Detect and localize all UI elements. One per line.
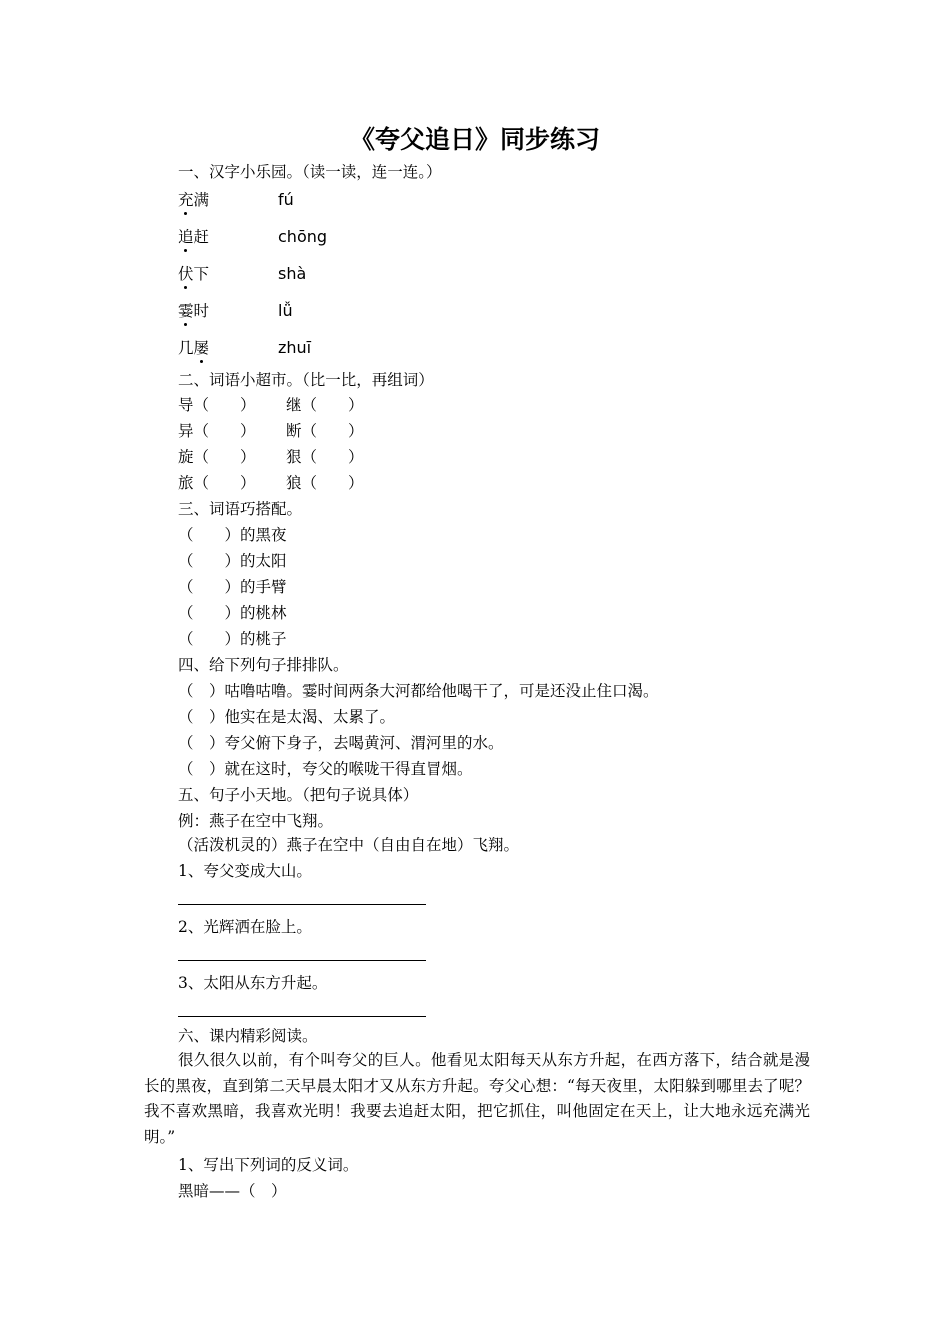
example-sentence: 例：燕子在空中飞翔。 — [178, 812, 334, 830]
word-char: 充 — [178, 191, 194, 209]
example-expanded: （活泼机灵的）燕子在空中（自由自在地）飞翔。 — [178, 836, 520, 854]
antonym-item: 黑暗——（ ） — [178, 1182, 287, 1200]
word-row: 狼（ ） — [286, 474, 364, 492]
word-char: 追 — [178, 228, 194, 246]
word-row: 断（ ） — [286, 422, 364, 440]
match-item: （ ）的太阳 — [178, 552, 287, 570]
pinyin-option: fú — [278, 190, 294, 209]
pinyin-word — [178, 301, 209, 321]
word-char: 时 — [193, 302, 210, 320]
pinyin-option: lǚ — [278, 301, 293, 320]
answer-line[interactable] — [178, 960, 426, 961]
pinyin-word — [178, 227, 209, 247]
order-item: （ ）夸父俯下身子，去喝黄河、渭河里的水。 — [178, 734, 504, 752]
answer-line[interactable] — [178, 1016, 426, 1017]
pinyin-option: chōng — [278, 227, 328, 246]
section-1-heading: 一、汉字小乐园。（读一读，连一连。） — [178, 163, 442, 181]
order-item: （ ）就在这时，夸父的喉咙干得直冒烟。 — [178, 760, 473, 778]
pinyin-word — [178, 264, 209, 284]
sentence-item: 2、光辉洒在脸上。 — [178, 918, 312, 936]
word-char: 伏 — [178, 265, 194, 283]
pinyin-option: shà — [278, 264, 307, 283]
word-row: 旋（ ） — [178, 448, 256, 466]
word-char: 满 — [193, 191, 210, 209]
pinyin-option: zhuī — [278, 338, 312, 357]
section-2-heading: 二、词语小超市。（比一比，再组词） — [178, 371, 434, 389]
word-char: 屡 — [193, 339, 210, 357]
sentence-item: 1、夸父变成大山。 — [178, 862, 312, 880]
word-char: 下 — [193, 265, 210, 283]
word-row: 狠（ ） — [286, 448, 364, 466]
section-4-heading: 四、给下列句子排排队。 — [178, 656, 349, 674]
word-row: 导（ ） — [178, 396, 256, 414]
word-row: 异（ ） — [178, 422, 256, 440]
word-char: 几 — [178, 339, 194, 357]
match-item: （ ）的手臂 — [178, 578, 287, 596]
sentence-item: 3、太阳从东方升起。 — [178, 974, 328, 992]
question-1: 1、写出下列词的反义词。 — [178, 1156, 359, 1174]
match-item: （ ）的桃林 — [178, 604, 287, 622]
match-item: （ ）的黑夜 — [178, 526, 287, 544]
order-item: （ ）他实在是太渴、太累了。 — [178, 708, 396, 726]
word-char: 赶 — [193, 228, 210, 246]
pinyin-word — [178, 338, 209, 358]
pinyin-word — [178, 190, 209, 210]
word-char: 霎 — [178, 302, 194, 320]
answer-line[interactable] — [178, 904, 426, 905]
match-item: （ ）的桃子 — [178, 630, 287, 648]
order-item: （ ）咕噜咕噜。霎时间两条大河都给他喝干了，可是还没止住口渴。 — [178, 682, 659, 700]
section-3-heading: 三、词语巧搭配。 — [178, 500, 303, 518]
page-title: 《夸父追日》同步练习 — [349, 125, 600, 154]
section-6-heading: 六、课内精彩阅读。 — [178, 1027, 318, 1045]
word-row: 旅（ ） — [178, 474, 256, 492]
reading-passage: 很久很久以前，有个叫夸父的巨人。他看见太阳每天从东方升起，在西方落下，结合就是漫长的黑夜，直到第二天早晨太阳才又从东方升起。夸父心想：“每天夜里，太阳躲到哪里去了呢？我不喜欢黑暗，我喜欢光明！我要去追赶太阳，把它抓住，叫他固定在天上，让大地永远充满光明。” — [144, 1051, 810, 1146]
word-row: 继（ ） — [286, 396, 364, 414]
section-5-heading: 五、句子小天地。（把句子说具体） — [178, 786, 419, 804]
